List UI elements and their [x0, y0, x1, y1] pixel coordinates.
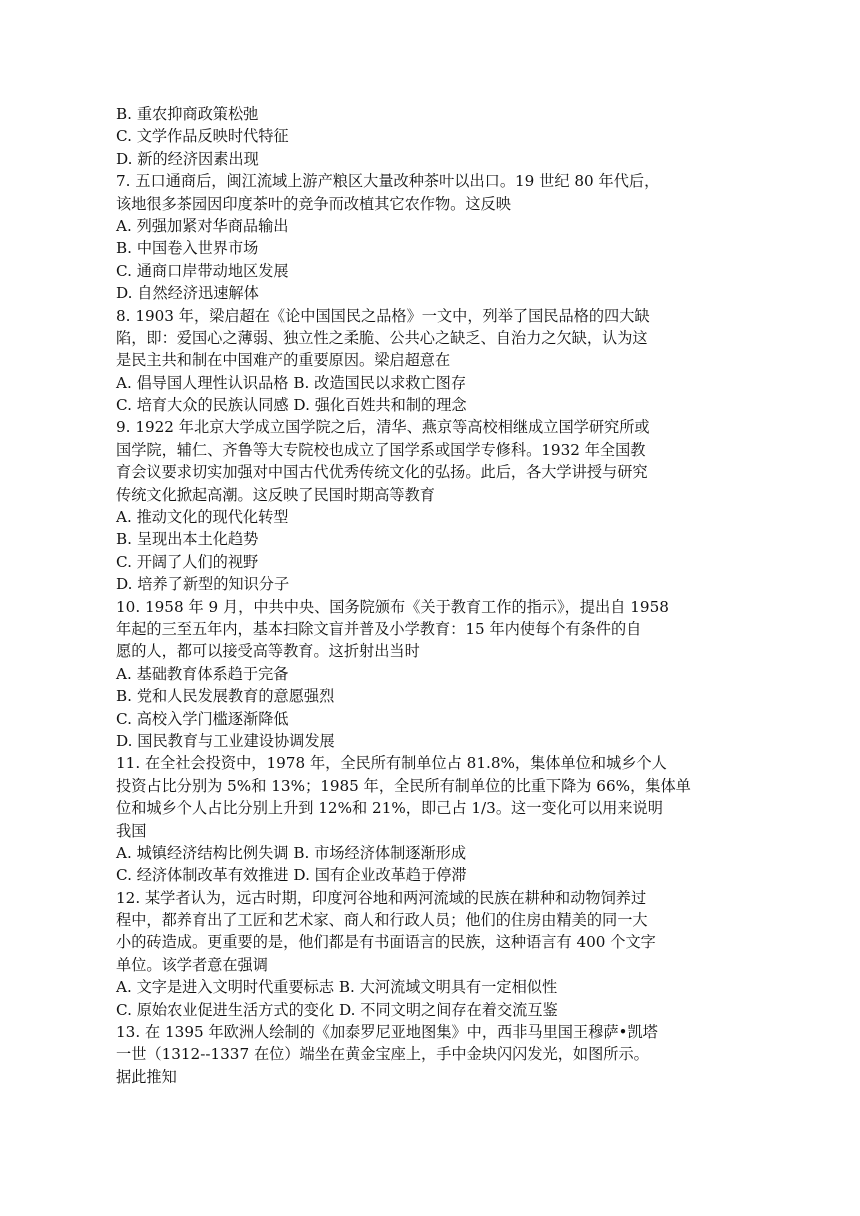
question-stem: 8. 1903 年，梁启超在《论中国国民之品格》一文中，列举了国民品格的四大缺: [116, 306, 650, 325]
option-line: A. 文字是进入文明时代重要标志 B. 大河流域文明具有一定相似性: [116, 978, 558, 997]
question-7: [116, 170, 744, 304]
question-10: [116, 596, 744, 753]
question-stem: 国学院，辅仁、齐鲁等大专院校也成立了国学系或国学专修科。1932 年全国教: [116, 440, 646, 459]
option-line: B. 党和人民发展教育的意愿强烈: [116, 687, 335, 706]
question-stem: 9. 1922 年北京大学成立国学院之后，清华、燕京等高校相继成立国学研究所或: [116, 418, 650, 437]
option-line: D. 自然经济迅速解体: [116, 284, 259, 303]
option-line: D. 新的经济因素出现: [116, 149, 259, 168]
option-line: C. 原始农业促进生活方式的变化 D. 不同文明之间存在着交流互鉴: [116, 1000, 558, 1019]
question-stem: 10. 1958 年 9 月，中共中央、国务院颁布《关于教育工作的指示》，提出自 1958: [116, 597, 669, 616]
preceding-options: [116, 103, 744, 170]
question-stem: 育会议要求切实加强对中国古代优秀传统文化的弘扬。此后，各大学讲授与研究: [116, 463, 648, 482]
option-line: C. 培育大众的民族认同感 D. 强化百姓共和制的理念: [116, 396, 467, 415]
question-stem: 小的砖造成。更重要的是，他们都是有书面语言的民族，这种语言有 400 个文字: [116, 933, 656, 952]
question-stem: 7. 五口通商后，闽江流域上游产粮区大量改种茶叶以出口。19 世纪 80 年代后，: [116, 172, 660, 191]
question-12: [116, 887, 744, 1021]
question-stem: 据此推知: [116, 1067, 177, 1086]
question-stem: 程中，都养育出了工匠和艺术家、商人和行政人员；他们的住房由精美的同一大: [116, 911, 648, 930]
question-11: [116, 752, 744, 886]
option-line: C. 经济体制改革有效推进 D. 国有企业改革趋于停滞: [116, 866, 467, 885]
option-line: A. 基础教育体系趋于完备: [116, 664, 289, 683]
question-stem: 位和城乡个人占比分别上升到 12%和 21%，即己占 1/3。这一变化可以用来说明: [116, 799, 663, 818]
option-line: A. 推动文化的现代化转型: [116, 508, 289, 527]
option-line: C. 通商口岸带动地区发展: [116, 261, 289, 280]
question-stem: 传统文化掀起高潮。这反映了民国时期高等教育: [116, 485, 435, 504]
question-stem: 是民主共和制在中国难产的重要原因。梁启超意在: [116, 351, 451, 370]
option-line: B. 中国卷入世界市场: [116, 239, 259, 258]
option-line: B. 重农抑商政策松弛: [116, 105, 259, 123]
option-line: C. 开阔了人们的视野: [116, 552, 259, 571]
question-stem: 年起的三至五年内，基本扫除文盲并普及小学教育：15 年内使每个有条件的自: [116, 619, 642, 638]
document-page: [116, 103, 744, 1088]
question-stem: 投资占比分别为 5%和 13%；1985 年，全民所有制单位的比重下降为 66%，集体单: [116, 776, 691, 795]
question-stem: 陷，即：爱国心之薄弱、独立性之柔脆、公共心之缺乏、自治力之欠缺，认为这: [116, 328, 648, 347]
option-line: A. 城镇经济结构比例失调 B. 市场经济体制逐渐形成: [116, 843, 467, 862]
question-9: [116, 416, 744, 595]
option-line: A. 列强加紧对华商品输出: [116, 216, 289, 235]
option-line: A. 倡导国人理性认识品格 B. 改造国民以求救亡图存: [116, 373, 467, 392]
question-stem: 该地很多茶园因印度茶叶的竞争而改植其它农作物。这反映: [116, 194, 511, 213]
question-stem: 一世（1312--1337 在位）端坐在黄金宝座上，手中金块闪闪发光，如图所示。: [116, 1045, 649, 1064]
question-stem: 单位。该学者意在强调: [116, 955, 268, 974]
option-line: D. 培养了新型的知识分子: [116, 575, 290, 594]
question-stem: 愿的人，都可以接受高等教育。这折射出当时: [116, 642, 420, 661]
option-line: C. 高校入学门槛逐渐降低: [116, 709, 289, 728]
question-13: [116, 1021, 744, 1088]
question-stem: 13. 在 1395 年欧洲人绘制的《加泰罗尼亚地图集》中，西非马里国王穆萨•凯塔: [116, 1023, 658, 1042]
option-line: B. 呈现出本土化趋势: [116, 530, 259, 549]
option-line: C. 文学作品反映时代特征: [116, 127, 289, 146]
question-stem: 我国: [116, 821, 147, 840]
question-stem: 11. 在全社会投资中，1978 年，全民所有制单位占 81.8%，集体单位和城乡个人: [116, 754, 667, 773]
question-stem: 12. 某学者认为，远古时期，印度河谷地和两河流域的民族在耕种和动物饲养过: [116, 888, 647, 907]
option-line: D. 国民教育与工业建设协调发展: [116, 731, 335, 750]
question-8: [116, 305, 744, 417]
